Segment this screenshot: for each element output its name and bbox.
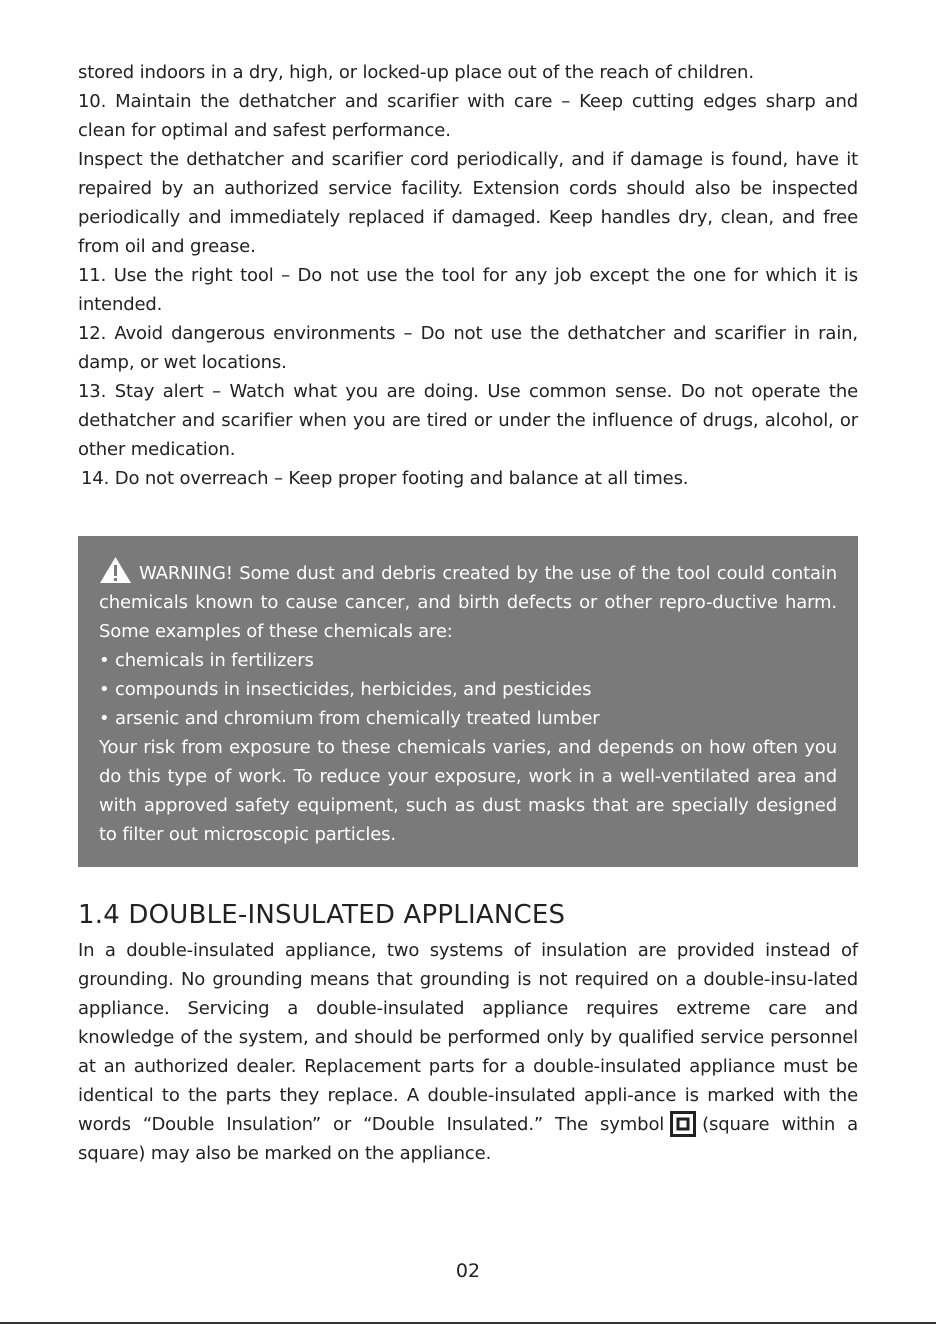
section-body <box>78 936 858 1168</box>
paragraph-item-11: 11. Use the right tool – Do not use the tool for any job except the one for which it is intended. <box>78 265 858 315</box>
warning-triangle-icon <box>99 556 132 584</box>
warning-lead <box>99 556 837 646</box>
paragraph-item-10: 10. Maintain the dethatcher and scarifier with care – Keep cutting edges sharp and clean for optimal and safest performance. <box>78 91 858 141</box>
page-number: 02 <box>455 1260 481 1282</box>
warning-lead-text: WARNING! Some dust and debris created by the use of the tool could contain chemicals known to cause cancer, and birth defects or other repro-ductive harm. Some examples of these chemicals are: <box>99 563 837 642</box>
paragraph-item-13: 13. Stay alert – Watch what you are doing. Use common sense. Do not operate the dethatcher and scarifier when you are tired or under the influence of drugs, alcohol, or other medication. <box>78 381 858 460</box>
paragraph-item-12: 12. Avoid dangerous environments – Do not use the dethatcher and scarifier in rain, damp, or wet locations. <box>78 323 858 373</box>
paragraph-item-14: 14. Do not overreach – Keep proper footing and balance at all times. <box>81 468 689 489</box>
manual-page-body <box>78 58 858 493</box>
paragraph-storage: stored indoors in a dry, high, or locked-up place out of the reach of children. <box>78 62 754 83</box>
double-insulation-text: In a double-insulated appliance, two systems of insulation are provided instead of grounding. No grounding means that grounding is not required on a double-insu-lated appliance. Servicing a double-insulated appliance requires extreme care and knowledge of the system, and should be performed only by qualified service personnel at an authorized dealer. Replacement parts for a double-insulated appliance must be identical to the parts they replace. A double-insulated appli-ance is marked with the words “Double Insulation” or “Double Insulated.” The symbol <box>78 940 858 1135</box>
double-insulation-text-after: (square within a square) may also be marked on the appliance. <box>78 1114 858 1164</box>
double-insulation-paragraph <box>78 936 858 1168</box>
section-heading: 1.4 DOUBLE-INSULATED APPLIANCES <box>78 900 566 930</box>
double-insulation-square-icon <box>670 1111 696 1137</box>
warning-bullet: • arsenic and chromium from chemically treated lumber <box>99 708 600 729</box>
warning-box <box>78 536 858 867</box>
warning-bullet: • chemicals in fertilizers <box>99 650 314 671</box>
warning-closing: Your risk from exposure to these chemicals varies, and depends on how often you do this type of work. To reduce your exposure, work in a well-ventilated area and with approved safety equipment, such as dust masks that are specially designed to filter out microscopic particles. <box>99 737 837 845</box>
paragraph-cord-inspection: Inspect the dethatcher and scarifier cord periodically, and if damage is found, have it repaired by an authorized service facility. Extension cords should also be inspected periodically and immediately replaced if damaged. Keep handles dry, clean, and free from oil and grease. <box>78 149 858 257</box>
warning-bullet: • compounds in insecticides, herbicides, and pesticides <box>99 679 592 700</box>
